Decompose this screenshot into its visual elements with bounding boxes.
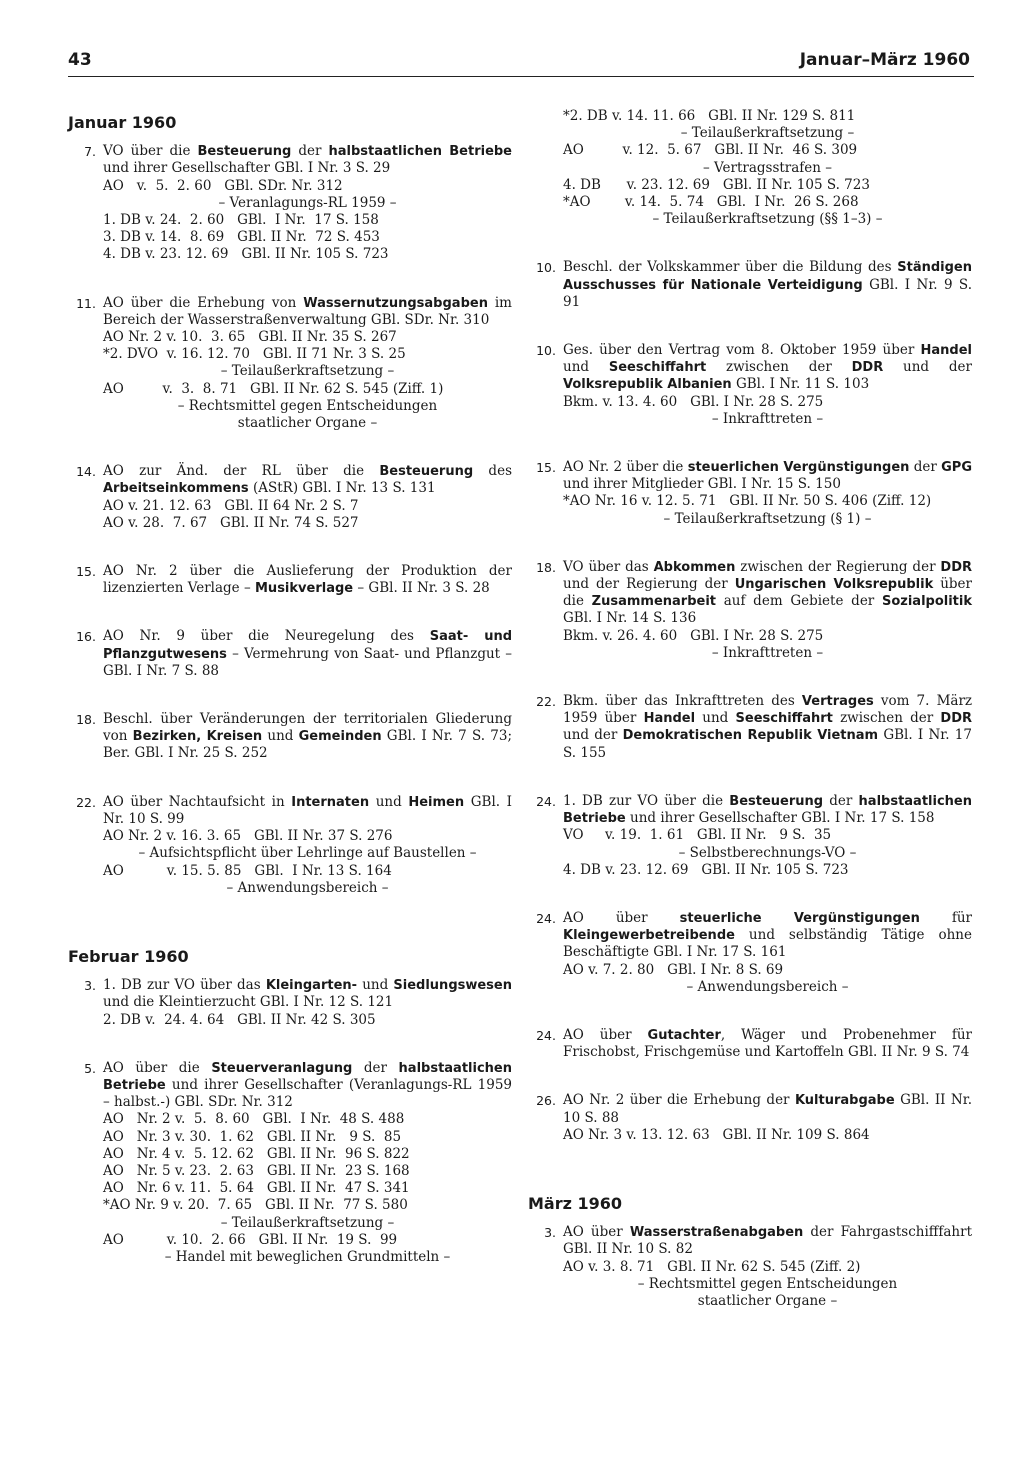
entry-amendment-line: *2. DVO v. 16. 12. 70 GBl. II 71 Nr. 3 S. 25: [103, 346, 406, 363]
entry-amendment-line: 4. DB v. 23. 12. 69 GBl. II Nr. 105 S. 723: [103, 246, 389, 263]
entry-main-text: AO über steuerliche Vergünstigungen für Kleingewerbetreibende und selbständig Tätige ohne Beschäftigte GBl. I Nr. 17 S. 161: [563, 909, 973, 961]
index-entry: [68, 794, 512, 897]
index-entry: [68, 143, 512, 263]
entry-day: 10.: [536, 343, 556, 359]
entry-day: 22.: [536, 694, 556, 710]
entry-main-text: AO zur Änd. der RL über die Besteuerung des Arbeitseinkommens (AStR) GBl. I Nr. 13 S. 131: [103, 463, 512, 497]
index-entry: [528, 342, 972, 428]
header-rule: [68, 76, 974, 77]
entry-amendment-line: 1. DB v. 24. 2. 60 GBl. I Nr. 17 S. 158: [103, 212, 379, 229]
entry-day: 24.: [536, 793, 556, 809]
entry-amendment-line: *AO Nr. 16 v. 12. 5. 71 GBl. II Nr. 50 S. 406 (Ziff. 12): [563, 493, 932, 510]
entry-note-line: – Selbstberechnungs-VO –: [678, 844, 857, 861]
entry-amendment-line: 4. DB v. 23. 12. 69 GBl. II Nr. 105 S. 723: [563, 861, 849, 878]
entry-main-text: Ges. über den Vertrag vom 8. Oktober 1959 über Handel und Seeschiffahrt zwischen der DDR und der Volksrepublik Albanien GBl. I Nr. 11 S. 103: [563, 342, 972, 393]
entry-day: 7.: [84, 144, 96, 160]
entry-note-line: – Inkrafttreten –: [711, 644, 824, 661]
entry-day: 26.: [536, 1093, 556, 1109]
entry-main-text: VO über die Besteuerung der halbstaatlichen Betriebe und ihrer Gesellschafter GBl. I Nr. 3 S. 29: [103, 143, 513, 177]
entry-day: 3.: [544, 1225, 556, 1241]
entry-main-text: Beschl. über Veränderungen der territorialen Gliederung von Bezirken, Kreisen und Gemeinden GBl. I Nr. 7 S. 73; Ber. GBl. I Nr. 25 S. 252: [103, 711, 512, 762]
entry-main-text: 1. DB zur VO über das Kleingarten- und Siedlungswesen und die Kleintierzucht GBl. I Nr. 12 S. 121: [103, 977, 512, 1011]
entry-amendment-line: AO v. 15. 5. 85 GBl. I Nr. 13 S. 164: [103, 862, 392, 879]
entry-day: 15.: [536, 460, 556, 476]
entry-note-line: – Veranlagungs-RL 1959 –: [218, 194, 397, 211]
index-entry: [528, 1027, 972, 1061]
entry-day: 24.: [536, 910, 556, 926]
entry-day: 11.: [76, 295, 96, 311]
entry-main-text: AO über Nachtaufsicht in Internaten und Heimen GBl. I Nr. 10 S. 99: [103, 793, 512, 827]
entry-note-line: – Handel mit beweglichen Grundmitteln –: [164, 1248, 451, 1265]
entry-amendment-line: AO Nr. 3 v. 30. 1. 62 GBl. II Nr. 9 S. 85: [103, 1128, 402, 1145]
entry-amendment-line: AO v. 21. 12. 63 GBl. II 64 Nr. 2 S. 7: [103, 497, 359, 514]
section-gap: [68, 928, 512, 942]
index-entry: [68, 295, 512, 433]
month-heading: Februar 1960: [68, 946, 189, 966]
entry-day: 16.: [76, 629, 96, 645]
entry-amendment-line: AO v. 7. 2. 80 GBl. I Nr. 8 S. 69: [563, 961, 784, 978]
index-entry: [528, 793, 972, 879]
entry-main-text: AO über Gutachter, Wäger und Probenehmer für Frischobst, Frischgemüse und Kartoffeln GBl. II Nr. 9 S. 74: [563, 1026, 972, 1061]
entry-amendment-line: *AO v. 14. 5. 74 GBl. I Nr. 26 S. 268: [563, 194, 859, 211]
index-entry: [528, 259, 972, 311]
entry-amendment-line: AO v. 3. 8. 71 GBl. II Nr. 62 S. 545 (Ziff. 2): [563, 1258, 861, 1275]
index-entry: [528, 459, 972, 528]
entry-note-line: – Rechtsmittel gegen Entscheidungen: [637, 1275, 898, 1292]
entry-main-text: AO über die Steuerveranlagung der halbstaatlichen Betriebe und ihrer Gesellschafter (Veranlagungs-RL 1959 – halbst.-) GBl. SDr. Nr. 312: [103, 1059, 512, 1111]
entry-day: 3.: [84, 978, 96, 994]
entry-main-text: AO über Wasserstraßenabgaben der Fahrgastschifffahrt GBl. II Nr. 10 S. 82: [563, 1224, 972, 1258]
entry-main-text: VO über das Abkommen zwischen der Regierung der DDR und der Regierung der Ungarischen Volksrepublik über die Zusammenarbeit auf dem Gebiete der Sozialpolitik GBl. I Nr. 14 S. 136: [563, 558, 972, 627]
page-number: 43: [68, 50, 92, 70]
entry-day: 14.: [76, 464, 96, 480]
entry-amendment-line: AO v. 10. 2. 66 GBl. II Nr. 19 S. 99: [103, 1231, 398, 1248]
entry-day: 18.: [76, 712, 96, 728]
entry-note-line: – Teilaußerkraftsetzung –: [220, 363, 395, 380]
entry-main-text: AO Nr. 2 über die Auslieferung der Produktion der lizenzierten Verlage – Musikverlage – GBl. II Nr. 3 S. 28: [103, 563, 512, 597]
entry-note-line: staatlicher Organe –: [697, 1292, 838, 1309]
index-entry: [528, 559, 972, 662]
entry-note-line: – Vertragsstrafen –: [702, 159, 833, 176]
entry-day: 22.: [76, 794, 96, 810]
entry-day: 5.: [84, 1060, 96, 1076]
entry-amendment-line: VO v. 19. 1. 61 GBl. II Nr. 9 S. 35: [563, 827, 832, 844]
entry-amendment-line: 2. DB v. 24. 4. 64 GBl. II Nr. 42 S. 305: [103, 1011, 376, 1028]
entry-day: 15.: [76, 564, 96, 580]
running-title: Januar–März 1960: [799, 50, 970, 70]
entry-main-text: AO Nr. 2 über die Erhebung der Kulturabgabe GBl. II Nr. 10 S. 88: [563, 1092, 972, 1126]
entry-amendment-line: *2. DB v. 14. 11. 66 GBl. II Nr. 129 S. 811: [563, 108, 856, 124]
entry-note-line: – Inkrafttreten –: [711, 410, 824, 427]
index-entry: [528, 1224, 972, 1310]
entry-amendment-line: AO v. 28. 7. 67 GBl. II Nr. 74 S. 527: [103, 514, 359, 531]
section-gap: [528, 1175, 972, 1189]
entry-main-text: AO Nr. 2 über die steuerlichen Vergünstigungen der GPG und ihrer Mitglieder GBl. I Nr. 15 S. 150: [563, 459, 972, 493]
entry-note-line: – Teilaußerkraftsetzung –: [680, 125, 855, 142]
entry-main-text: AO über die Erhebung von Wassernutzungsabgaben im Bereich der Wasserstraßenverwaltung GBl. SDr. Nr. 310: [103, 294, 512, 328]
left-column: [68, 108, 512, 1297]
index-entry: [528, 108, 972, 228]
entry-amendment-line: AO v. 3. 8. 71 GBl. II Nr. 62 S. 545 (Ziff. 1): [103, 380, 444, 397]
entry-amendment-line: Bkm. v. 13. 4. 60 GBl. I Nr. 28 S. 275: [563, 393, 824, 410]
entry-day: 10.: [536, 260, 556, 276]
entry-amendment-line: Bkm. v. 26. 4. 60 GBl. I Nr. 28 S. 275: [563, 627, 824, 644]
index-entry: [68, 463, 512, 532]
entry-amendment-line: 3. DB v. 14. 8. 69 GBl. II Nr. 72 S. 453: [103, 229, 380, 246]
entry-amendment-line: AO Nr. 2 v. 10. 3. 65 GBl. II Nr. 35 S. 267: [103, 329, 397, 346]
entry-note-line: staatlicher Organe –: [237, 415, 378, 432]
entry-amendment-line: AO Nr. 2 v. 16. 3. 65 GBl. II Nr. 37 S. 276: [103, 828, 393, 845]
entry-amendment-line: AO Nr. 3 v. 13. 12. 63 GBl. II Nr. 109 S. 864: [563, 1126, 870, 1143]
index-entry: [68, 1060, 512, 1266]
entry-note-line: – Rechtsmittel gegen Entscheidungen: [177, 397, 438, 414]
month-heading: März 1960: [528, 1193, 623, 1213]
entry-amendment-line: AO Nr. 4 v. 5. 12. 62 GBl. II Nr. 96 S. 822: [103, 1145, 410, 1162]
entry-note-line: – Teilaußerkraftsetzung –: [220, 1214, 395, 1231]
entry-amendment-line: AO Nr. 2 v. 5. 8. 60 GBl. I Nr. 48 S. 488: [103, 1111, 405, 1128]
entry-amendment-line: AO Nr. 6 v. 11. 5. 64 GBl. II Nr. 47 S. 341: [103, 1180, 410, 1197]
entry-note-line: – Anwendungsbereich –: [226, 879, 389, 896]
entry-main-text: 1. DB zur VO über die Besteuerung der halbstaatlichen Betriebe und ihrer Gesellschafter GBl. I Nr. 17 S. 158: [563, 792, 972, 827]
entry-amendment-line: *AO Nr. 9 v. 20. 7. 65 GBl. II Nr. 77 S. 580: [103, 1197, 408, 1214]
index-entry: [68, 711, 512, 763]
entry-amendment-line: AO v. 12. 5. 67 GBl. II Nr. 46 S. 309: [563, 142, 858, 159]
entry-day: 18.: [536, 559, 556, 575]
entry-main-text: AO Nr. 9 über die Neuregelung des Saat- und Pflanzgutwesens – Vermehrung von Saat- und Pflanzgut – GBl. I Nr. 7 S. 88: [103, 628, 513, 679]
right-column: [528, 108, 972, 1341]
entry-note-line: – Aufsichtspflicht über Lehrlinge auf Baustellen –: [138, 845, 477, 862]
entry-amendment-line: AO v. 5. 2. 60 GBl. SDr. Nr. 312: [103, 177, 343, 194]
index-entry: [68, 628, 512, 680]
entry-note-line: – Teilaußerkraftsetzung (§ 1) –: [663, 510, 872, 527]
index-entry: [528, 693, 972, 762]
index-entry: [528, 910, 972, 996]
entry-amendment-line: AO Nr. 5 v. 23. 2. 63 GBl. II Nr. 23 S. 168: [103, 1162, 410, 1179]
entry-amendment-line: 4. DB v. 23. 12. 69 GBl. II Nr. 105 S. 723: [563, 176, 870, 193]
entry-note-line: – Anwendungsbereich –: [686, 978, 849, 995]
entry-day: 24.: [536, 1027, 556, 1043]
index-entry: [68, 977, 512, 1029]
index-entry: [68, 563, 512, 597]
month-heading: Januar 1960: [68, 113, 177, 132]
entry-note-line: – Teilaußerkraftsetzung (§§ 1–3) –: [652, 211, 883, 228]
entry-main-text: Bkm. über das Inkrafttreten des Vertrages vom 7. März 1959 über Handel und Seeschiffahrt zwischen der DDR und der Demokratischen Republik Vietnam GBl. I Nr. 17 S. 155: [563, 693, 973, 761]
entry-main-text: Beschl. der Volkskammer über die Bildung des Ständigen Ausschusses für Nationale Verteidigung GBl. I Nr. 9 S. 91: [563, 259, 972, 310]
index-entry: [528, 1092, 972, 1144]
